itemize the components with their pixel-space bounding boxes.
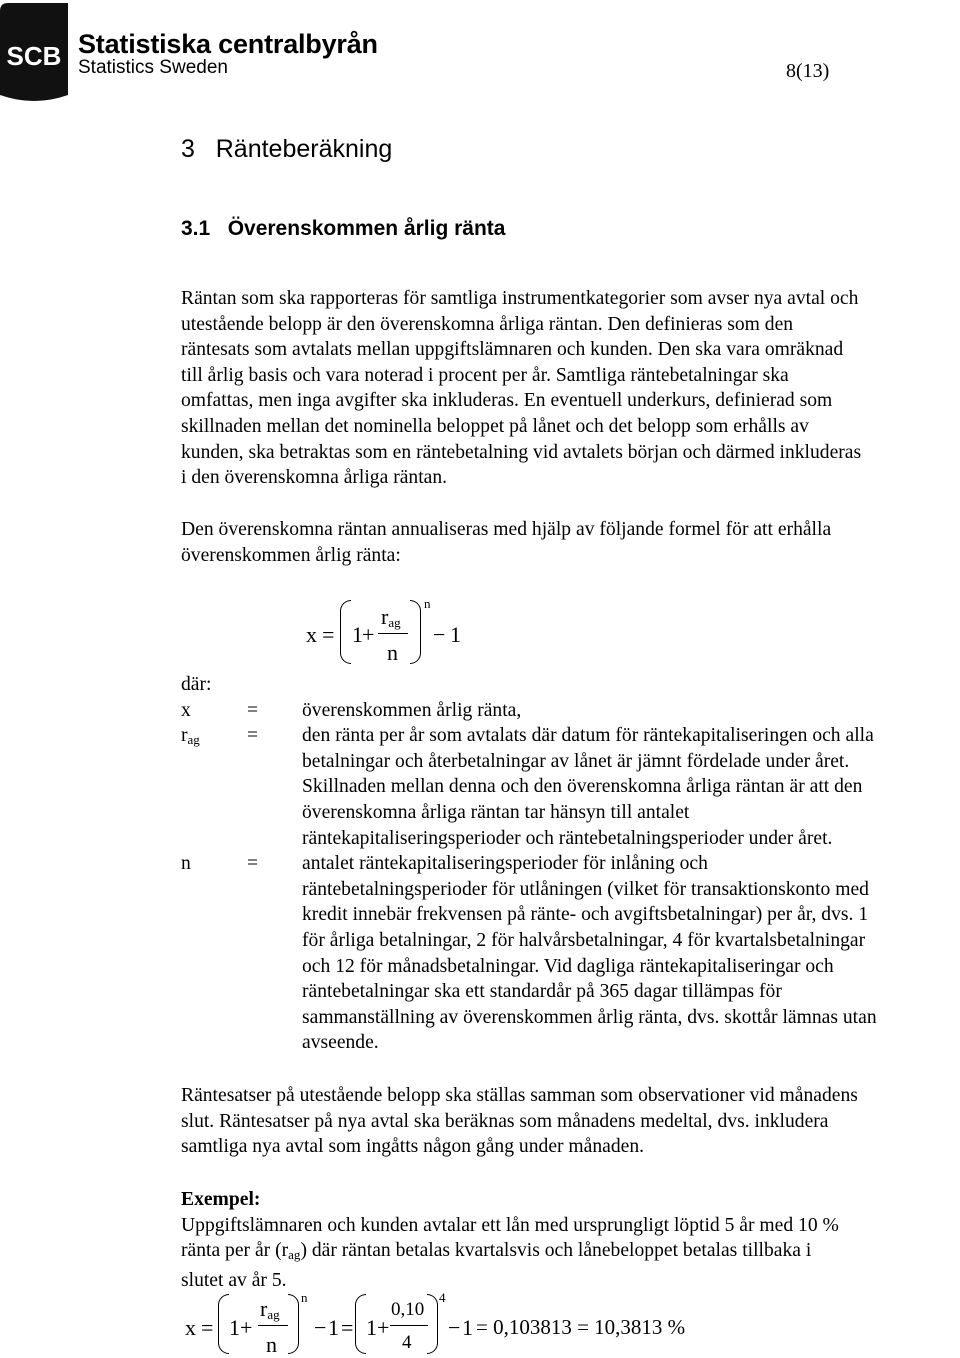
fraction-bar bbox=[390, 1325, 428, 1326]
paragraph-intro bbox=[181, 286, 960, 491]
left-paren bbox=[340, 600, 351, 664]
formula-minus-2: − bbox=[448, 1315, 461, 1340]
text-line: kunden, ska betraktas som en räntebetalning vid avtalets början och därmed inkluderas bbox=[181, 441, 862, 463]
fraction-bar bbox=[258, 1325, 288, 1326]
formula-tail-2: 1 bbox=[462, 1315, 473, 1340]
formula-equals: = bbox=[201, 1315, 214, 1340]
right-paren bbox=[427, 1294, 438, 1354]
definition-text: överenskommen årlig ränta, bbox=[302, 699, 522, 721]
formula-equals: = bbox=[322, 622, 335, 647]
text-line: skillnaden mellan det nominella beloppet på lånet och det belopp som erhålls av bbox=[181, 415, 809, 437]
logo-text: SCB bbox=[6, 41, 62, 71]
paragraph-formula-intro bbox=[181, 517, 960, 568]
definition-symbol: x bbox=[181, 699, 191, 721]
text-line: Räntan som ska rapporteras för samtliga instrumentkategorier som avser nya avtal och bbox=[181, 288, 859, 309]
formula-denominator: n bbox=[387, 640, 398, 665]
example-block bbox=[181, 1187, 960, 1293]
right-paren bbox=[410, 600, 421, 664]
formula-one-2: 1 bbox=[366, 1315, 377, 1340]
formula-numerator: $r_{ag}$ bbox=[260, 1296, 280, 1322]
text-line: ränta per år $(r_{ag})$ där räntan betalas kvartalsvis och lånebeloppet betalas tillbaka i bbox=[181, 1240, 812, 1263]
definitions-intro: där: bbox=[181, 674, 212, 695]
formula-result: = 0,103813 = 10,3813 % bbox=[476, 1315, 686, 1339]
formula-denominator: n bbox=[266, 1332, 277, 1357]
definition-symbol: $r_{ag}$ bbox=[181, 725, 200, 748]
text-line: till årlig basis och vara noterad i procent per år. Samtliga räntebetalningar ska bbox=[181, 364, 789, 386]
formula-exponent: n bbox=[301, 1290, 308, 1305]
definition-equals: = bbox=[247, 699, 259, 721]
definition-text: antalet räntekapitaliseringsperioder för inlåning och räntebetalningsperioder för utlåningen (vilket för transaktionskonto med kredit innebär frekvensen på ränte- och avgiftsbetalningar) per år, dvs. 1 för årliga betalningar, 2 för halvårsbetalningar, 4 för kvartalsbetalningar och 12 för månadsbetalningar. Vid dagliga räntekapitaliseringar och räntebetalningar ska ett standardår på 365 dagar tillämpas för sammanställning av överenskommen årlig ränta, dvs. skottår lämnas utan avseende. bbox=[302, 853, 877, 1054]
text-line: slut. Räntesatser på nya avtal ska beräknas som månadens medeltal, dvs. inkludera bbox=[181, 1110, 829, 1132]
formula-lhs: x bbox=[306, 622, 317, 647]
formula-numerator: $r_{ag}$ bbox=[381, 604, 401, 630]
formula-tail: 1 bbox=[450, 622, 461, 647]
right-paren bbox=[288, 1294, 299, 1354]
example-title: Exempel: bbox=[181, 1189, 261, 1210]
formula-one: 1 bbox=[352, 622, 363, 647]
text-line: överenskommen årlig ränta: bbox=[181, 544, 401, 566]
definition-row bbox=[181, 723, 877, 851]
org-name: Statistiska centralbyrån bbox=[78, 29, 378, 59]
subsection-heading: 3.1 Överenskommen årlig ränta bbox=[181, 217, 506, 240]
definition-row bbox=[181, 698, 877, 724]
definition-symbol: n bbox=[181, 853, 191, 875]
definition-text: den ränta per år som avtalats där datum för räntekapitaliseringen och alla betalningar och återbetalningar av lånet är jämnt fördelade under året. Skillnaden mellan denna och den överenskomna årliga räntan är att den överenskomna årliga räntan tar hänsyn till antalet räntekapitaliseringsperioder och räntebetalningsperioder under året. bbox=[302, 725, 874, 849]
definition-row bbox=[181, 851, 877, 1056]
text-line: slutet av år 5. bbox=[181, 1269, 287, 1291]
formula-denominator-2: 4 bbox=[402, 1332, 412, 1353]
paragraph-rates bbox=[181, 1083, 960, 1160]
definition-equals: = bbox=[247, 853, 259, 875]
formula-minus: − bbox=[314, 1315, 327, 1340]
left-paren bbox=[355, 1294, 366, 1354]
text-line: omfattas, men inga avgifter ska inkluderas. En eventuell underkurs, definierad som bbox=[181, 390, 833, 412]
formula-numerator-2: 0,10 bbox=[391, 1299, 425, 1320]
text-line: Den överenskomna räntan annualiseras med hjälp av följande formel för att erhålla bbox=[181, 519, 832, 540]
left-paren bbox=[218, 1294, 229, 1354]
formula-tail: 1 bbox=[328, 1315, 339, 1340]
definitions-list bbox=[181, 672, 877, 1056]
formula-equals-2: = bbox=[341, 1315, 354, 1340]
formula-one: 1 bbox=[229, 1315, 240, 1340]
formula-lhs: x bbox=[185, 1315, 196, 1340]
text-line: i den överenskomna årliga räntan. bbox=[181, 467, 448, 489]
text-line: samtliga nya avtal som ingåtts någon gång under månaden. bbox=[181, 1136, 645, 1158]
text-line: Uppgiftslämnaren och kunden avtalar ett lån med ursprungligt löptid 5 år med 10 % bbox=[181, 1214, 839, 1236]
formula-plus: + bbox=[362, 622, 375, 647]
formula-minus: − bbox=[433, 622, 446, 647]
formula-plus-2: + bbox=[377, 1315, 390, 1340]
text-line: utestående belopp är den överenskomna årliga räntan. Den definieras som den bbox=[181, 313, 794, 335]
section-heading: 3 Ränteberäkning bbox=[181, 135, 393, 163]
definition-equals: = bbox=[247, 725, 259, 747]
formula-plus: + bbox=[240, 1315, 253, 1340]
text-line: Räntesatser på utestående belopp ska ställas samman som observationer vid månadens bbox=[181, 1085, 858, 1106]
text-line: räntesats som avtalats mellan uppgiftslämnaren och kunden. Den ska vara omräknad bbox=[181, 339, 844, 361]
org-name-english: Statistics Sweden bbox=[78, 57, 228, 78]
page-number: 8(13) bbox=[786, 60, 830, 82]
formula-exponent: n bbox=[424, 596, 431, 611]
scb-logo bbox=[0, 3, 68, 103]
formula-exponent-2: 4 bbox=[439, 1290, 446, 1305]
fraction-bar bbox=[378, 633, 408, 634]
